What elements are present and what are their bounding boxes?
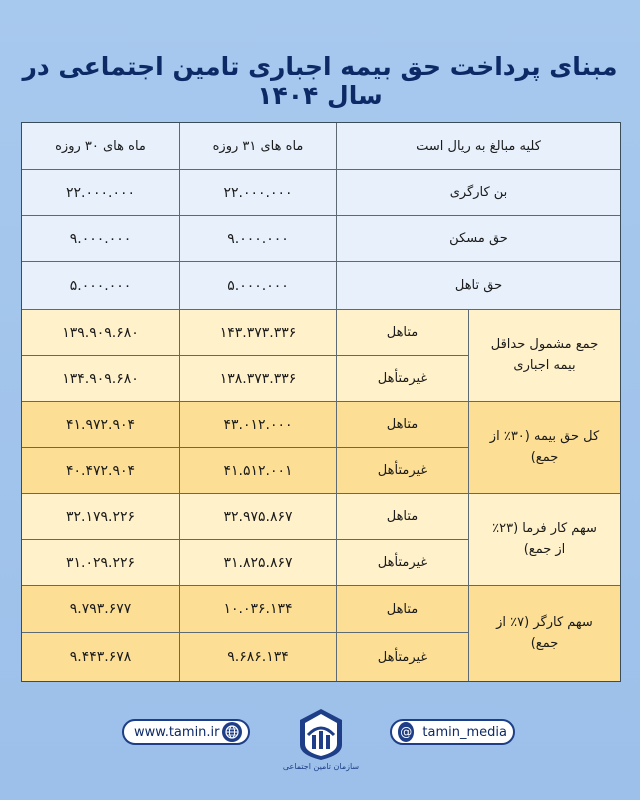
row-bon-v30: ۲۲.۰۰۰.۰۰۰: [22, 170, 180, 216]
social-text: tamin_media: [422, 724, 507, 740]
social-link[interactable]: [390, 719, 515, 745]
group1-single-status: غیرمتأهل: [337, 356, 469, 402]
group1-single-v30: ۱۳۴.۹۰۹.۶۸۰: [22, 356, 180, 402]
group2-single-v30: ۴۰.۴۷۲.۹۰۴: [22, 448, 180, 494]
group1-married-v30: ۱۳۹.۹۰۹.۶۸۰: [22, 310, 180, 356]
row-maskan-v30: ۹.۰۰۰.۰۰۰: [22, 216, 180, 262]
header-label: کلیه مبالغ به ریال است: [337, 123, 620, 170]
page-title: مبنای پرداخت حق بیمه اجباری تامین اجتماعی در سال ۱۴۰۴: [22, 52, 618, 110]
globe-icon: [222, 722, 242, 742]
group3-married-v30: ۳۲.۱۷۹.۲۲۶: [22, 494, 180, 540]
group4-single-status: غیرمتأهل: [337, 633, 469, 681]
group2-married-v30: ۴۱.۹۷۲.۹۰۴: [22, 402, 180, 448]
group4-label: سهم کارگر (۷٪ از جمع): [469, 586, 620, 681]
group3-label: سهم کار فرما (۲۳٪ از جمع): [469, 494, 620, 586]
row-maskan-v31: ۹.۰۰۰.۰۰۰: [180, 216, 337, 262]
group1-label: جمع مشمول حداقل بیمه اجباری: [469, 310, 620, 402]
row-taahol-v31: ۵.۰۰۰.۰۰۰: [180, 262, 337, 310]
group1-single-v31: ۱۳۸.۳۷۳.۳۳۶: [180, 356, 337, 402]
website-link[interactable]: [122, 719, 250, 745]
group4-single-v31: ۹.۶۸۶.۱۳۴: [180, 633, 337, 681]
group4-single-v30: ۹.۴۴۳.۶۷۸: [22, 633, 180, 681]
at-icon: @: [398, 722, 414, 742]
row-bon-label: بن کارگری: [337, 170, 620, 216]
group2-married-v31: ۴۳.۰۱۲.۰۰۰: [180, 402, 337, 448]
header-col-31-days: ماه های ۳۱ روزه: [180, 123, 337, 170]
group2-single-v31: ۴۱.۵۱۲.۰۰۱: [180, 448, 337, 494]
group3-single-v31: ۳۱.۸۲۵.۸۶۷: [180, 540, 337, 586]
group1-married-v31: ۱۴۳.۳۷۳.۳۳۶: [180, 310, 337, 356]
header-col-30-days: ماه های ۳۰ روزه: [22, 123, 180, 170]
tamin-logo: [292, 705, 350, 785]
group4-married-v30: ۹.۷۹۳.۶۷۷: [22, 586, 180, 633]
row-maskan-label: حق مسکن: [337, 216, 620, 262]
group2-single-status: غیرمتأهل: [337, 448, 469, 494]
group4-married-v31: ۱۰.۰۳۶.۱۳۴: [180, 586, 337, 633]
group1-married-status: متاهل: [337, 310, 469, 356]
group4-married-status: متاهل: [337, 586, 469, 633]
org-name: سازمان تامین اجتماعی: [282, 762, 360, 771]
group2-married-status: متاهل: [337, 402, 469, 448]
row-taahol-label: حق تاهل: [337, 262, 620, 310]
website-text: www.tamin.ir: [134, 724, 220, 740]
group3-single-v30: ۳۱.۰۲۹.۲۲۶: [22, 540, 180, 586]
group3-single-status: غیرمتأهل: [337, 540, 469, 586]
group3-married-status: متاهل: [337, 494, 469, 540]
group3-married-v31: ۳۲.۹۷۵.۸۶۷: [180, 494, 337, 540]
row-taahol-v30: ۵.۰۰۰.۰۰۰: [22, 262, 180, 310]
group2-label: کل حق بیمه (۳۰٪ از جمع): [469, 402, 620, 494]
row-bon-v31: ۲۲.۰۰۰.۰۰۰: [180, 170, 337, 216]
insurance-table: [21, 122, 621, 682]
